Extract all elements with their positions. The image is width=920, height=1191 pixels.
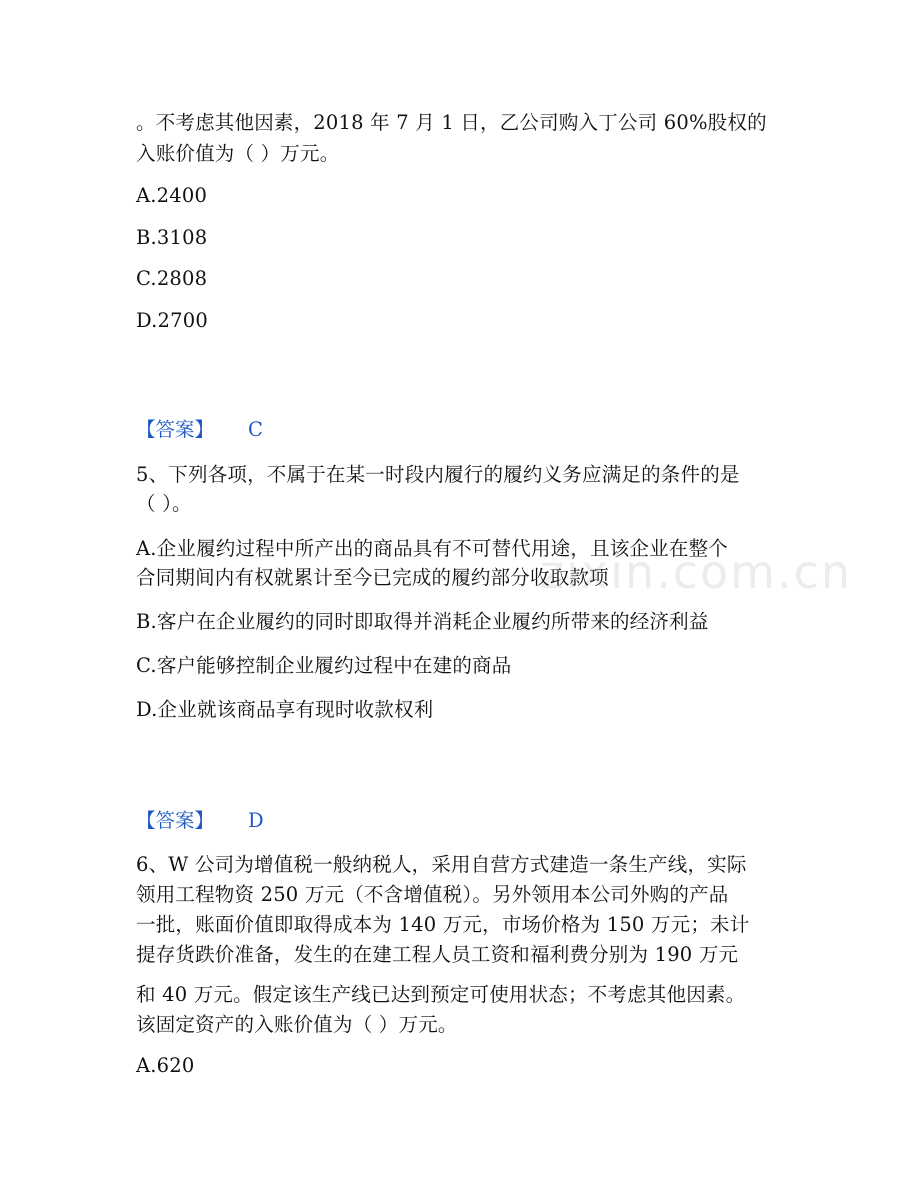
q6-stem-line-4: 提存货跌价准备，发生的在建工程人员工资和福利费分别为 190 万元 <box>136 943 739 966</box>
q5-stem-line-2: （ ）。 <box>136 492 192 515</box>
q5-stem-line-1: 5、下列各项，不属于在某一时段内履行的履约义务应满足的条件的是 <box>136 463 740 486</box>
q4-stem-line-1: 。不考虑其他因素，2018 年 7 月 1 日，乙公司购入丁公司 60%股权的 <box>136 111 767 134</box>
q6-stem-line-6: 该固定资产的入账价值为（ ）万元。 <box>136 1013 458 1036</box>
answer-value: D <box>248 809 264 832</box>
q4-option-d: D.2700 <box>136 309 208 332</box>
q4-option-c: C.2808 <box>136 267 208 290</box>
q5-option-a-line-2: 合同期间内有权就累计至今已完成的履约部分收取款项 <box>136 566 609 589</box>
q5-option-a-line-1: A.企业履约过程中所产出的商品具有不可替代用途，且该企业在整个 <box>136 537 728 560</box>
q5-option-d: D.企业就该商品享有现时收款权利 <box>136 698 434 721</box>
q4-option-b: B.3108 <box>136 226 208 249</box>
q6-stem-line-2: 领用工程物资 250 万元（不含增值税）。另外领用本公司外购的产品 <box>136 883 729 906</box>
q6-stem-line-1: 6、W 公司为增值税一般纳税人，采用自营方式建造一条生产线，实际 <box>136 853 747 876</box>
q5-option-b: B.客户在企业履约的同时即取得并消耗企业履约所带来的经济利益 <box>136 610 709 633</box>
q5-answer <box>136 807 264 835</box>
answer-tag: 【答案】 <box>136 418 215 441</box>
watermark: zixin.com.cn <box>540 545 853 599</box>
answer-value: C <box>248 418 263 441</box>
q6-option-a: A.620 <box>136 1054 195 1077</box>
q4-stem-line-2: 入账价值为（ ）万元。 <box>136 142 340 165</box>
q4-option-a: A.2400 <box>136 184 208 207</box>
q5-option-c: C.客户能够控制企业履约过程中在建的商品 <box>136 654 512 677</box>
q6-stem-line-3: 一批，账面价值即取得成本为 140 万元，市场价格为 150 万元；未计 <box>136 913 750 936</box>
answer-tag: 【答案】 <box>136 809 215 832</box>
q6-stem-line-5: 和 40 万元。假定该生产线已达到预定可使用状态；不考虑其他因素。 <box>136 983 746 1006</box>
q4-answer <box>136 416 263 444</box>
